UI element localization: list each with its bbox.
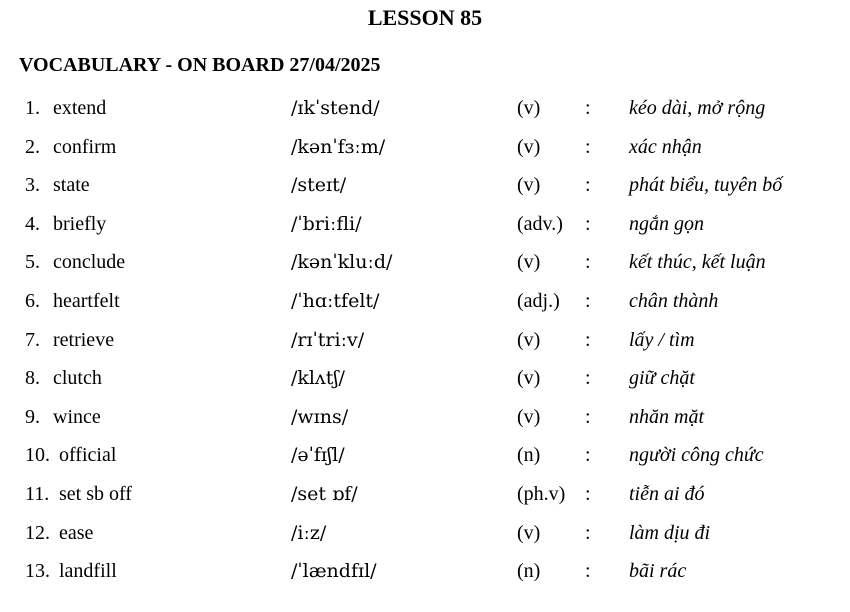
vocab-number: 5.	[25, 251, 40, 274]
vocab-word: state	[53, 174, 90, 197]
vocab-row-2	[0, 128, 850, 167]
vocab-meaning: giữ chặt	[629, 367, 695, 390]
vocab-part-of-speech: (v)	[517, 135, 541, 158]
vocab-row-9	[0, 398, 850, 437]
vocab-number: 8.	[25, 367, 40, 390]
vocab-word: landfill	[59, 560, 117, 583]
lesson-title: LESSON 85	[367, 5, 483, 30]
vocab-meaning: chân thành	[629, 289, 719, 312]
vocab-separator: :	[585, 444, 591, 467]
vocab-separator: :	[585, 251, 591, 274]
vocab-part-of-speech: (v)	[517, 367, 541, 390]
vocabulary-list	[0, 89, 850, 591]
vocab-number: 3.	[25, 174, 40, 197]
vocab-pronunciation: /ɪkˈstend/	[291, 97, 380, 119]
vocab-row-8	[0, 359, 850, 398]
vocab-number: 4.	[25, 212, 40, 235]
vocab-part-of-speech: (v)	[517, 328, 541, 351]
vocab-number: 6.	[25, 289, 40, 312]
vocab-separator: :	[585, 405, 591, 428]
vocab-separator: :	[585, 328, 591, 351]
vocab-part-of-speech: (v)	[517, 521, 541, 544]
vocab-meaning: kết thúc, kết luận	[629, 251, 766, 274]
vocab-word: briefly	[53, 212, 107, 235]
vocab-row-6	[0, 282, 850, 321]
vocab-row-13	[0, 552, 850, 591]
vocab-pronunciation: /ˈbriːfli/	[291, 212, 362, 235]
vocab-part-of-speech: (v)	[517, 405, 541, 428]
vocab-row-5	[0, 243, 850, 282]
vocab-separator: :	[585, 560, 591, 583]
vocab-word: ease	[59, 521, 94, 544]
vocab-pronunciation: /steɪt/	[291, 174, 347, 197]
vocab-part-of-speech: (v)	[517, 97, 541, 119]
vocab-row-10	[0, 436, 850, 475]
vocab-part-of-speech: (v)	[517, 251, 541, 274]
vocab-pronunciation: /kənˈfɜːm/	[291, 135, 386, 158]
vocab-word: conclude	[53, 251, 126, 274]
vocab-number: 2.	[25, 135, 40, 158]
vocab-word: clutch	[53, 367, 102, 390]
vocab-word: confirm	[53, 135, 117, 158]
vocab-number: 1.	[25, 97, 40, 119]
vocab-row-1	[0, 89, 850, 128]
vocab-word: retrieve	[53, 328, 115, 351]
vocab-part-of-speech: (adv.)	[517, 212, 563, 235]
vocab-number: 11.	[25, 482, 50, 505]
vocab-word: set sb off	[59, 482, 132, 505]
vocab-row-7	[0, 321, 850, 360]
vocab-separator: :	[585, 521, 591, 544]
vocab-number: 10.	[25, 444, 50, 467]
vocab-row-4	[0, 205, 850, 244]
vocab-meaning: tiễn ai đó	[629, 482, 705, 505]
vocab-meaning: phát biểu, tuyên bố	[629, 174, 783, 197]
vocab-separator: :	[585, 97, 591, 119]
vocab-separator: :	[585, 174, 591, 197]
vocab-meaning: ngắn gọn	[629, 212, 704, 235]
vocab-part-of-speech: (v)	[517, 174, 541, 197]
vocab-row-11	[0, 475, 850, 514]
vocab-number: 7.	[25, 328, 40, 351]
vocab-separator: :	[585, 482, 591, 505]
vocab-meaning: làm dịu đi	[629, 521, 711, 544]
vocab-word: heartfelt	[53, 289, 120, 312]
vocab-pronunciation: /kənˈkluːd/	[291, 251, 393, 274]
vocab-row-3	[0, 166, 850, 205]
vocab-meaning: người công chức	[629, 444, 764, 467]
vocab-separator: :	[585, 367, 591, 390]
vocab-pronunciation: /set ɒf/	[291, 482, 358, 505]
vocab-number: 13.	[25, 560, 50, 583]
vocab-word: extend	[53, 97, 107, 119]
vocab-meaning: lấy / tìm	[629, 328, 695, 351]
vocab-pronunciation: /klʌtʃ/	[291, 367, 345, 390]
vocabulary-heading: VOCABULARY - ON BOARD 27/04/2025	[19, 54, 381, 76]
vocab-part-of-speech: (n)	[517, 560, 541, 583]
vocab-number: 12.	[25, 521, 50, 544]
vocab-separator: :	[585, 135, 591, 158]
vocab-part-of-speech: (ph.v)	[517, 482, 566, 505]
vocab-separator: :	[585, 289, 591, 312]
vocab-pronunciation: /iːz/	[291, 521, 327, 544]
vocab-word: wince	[53, 405, 101, 428]
vocab-pronunciation: /wɪns/	[291, 405, 349, 428]
vocab-part-of-speech: (adj.)	[517, 289, 560, 312]
vocab-part-of-speech: (n)	[517, 444, 541, 467]
vocab-pronunciation: /ˈlændfɪl/	[291, 560, 377, 583]
vocab-number: 9.	[25, 405, 40, 428]
vocab-meaning: xác nhận	[629, 135, 702, 158]
vocab-word: official	[59, 444, 117, 467]
vocab-pronunciation: /əˈfɪʃl/	[291, 444, 345, 467]
vocab-meaning: bãi rác	[629, 560, 687, 583]
vocab-meaning: nhăn mặt	[629, 405, 704, 428]
vocab-pronunciation: /rɪˈtriːv/	[291, 328, 365, 351]
vocab-separator: :	[585, 212, 591, 235]
vocab-pronunciation: /ˈhɑːtfelt/	[291, 289, 380, 312]
vocab-row-12	[0, 514, 850, 553]
vocab-meaning: kéo dài, mở rộng	[629, 97, 766, 119]
